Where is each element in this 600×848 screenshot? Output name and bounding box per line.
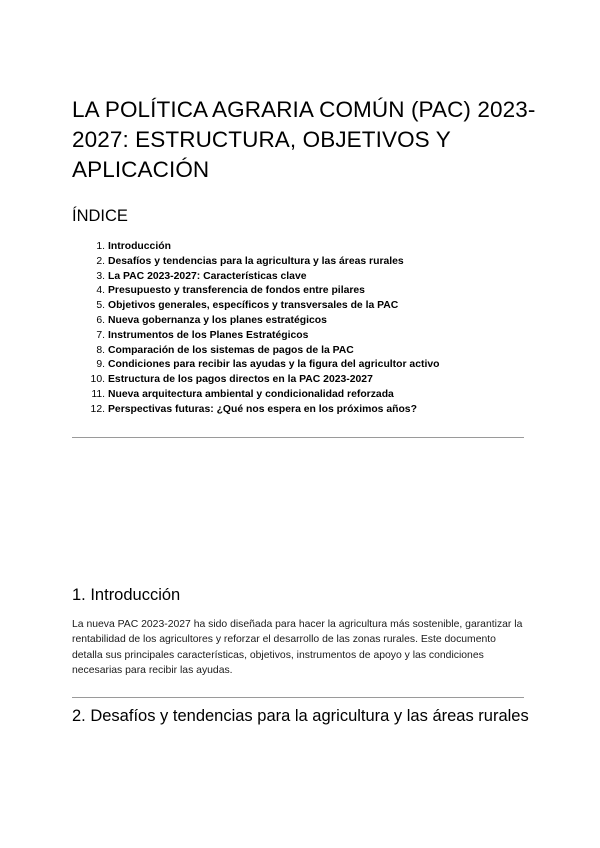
toc-item-number: 10. (90, 374, 105, 386)
document-title: LA POLÍTICA AGRARIA COMÚN (PAC) 2023-2027: ESTRUCTURA, OBJETIVOS Y APLICACIÓN (72, 97, 536, 182)
toc-item-label: Condiciones para recibir las ayudas y la figura del agricultor activo (108, 359, 440, 371)
section-heading-desafios: 2. Desafíos y tendencias para la agricultura y las áreas rurales (72, 707, 529, 725)
toc-item-label: Presupuesto y transferencia de fondos entre pilares (108, 285, 365, 297)
toc-item-number: 8. (96, 344, 105, 356)
section-paragraph: La nueva PAC 2023-2027 ha sido diseñada para hacer la agricultura más sostenible, garantizar la rentabilidad de los agricultores y reforzar el desarrollo de las zonas rurales. Este documento detalla sus principales características, objetivos, instrumentos de apoyo y las condiciones necesarias para recibir las ayudas. (72, 619, 523, 676)
section-heading-introduccion: 1. Introducción (72, 586, 181, 604)
toc-item-label: La PAC 2023-2027: Características clave (108, 270, 307, 282)
toc-item-label: Instrumentos de los Planes Estratégicos (108, 329, 309, 341)
toc-item-number: 2. (96, 255, 105, 267)
toc-item-label: Introducción (108, 241, 171, 252)
toc-item-number: 11. (91, 388, 105, 400)
toc-item-number: 1. (96, 241, 105, 252)
toc-item-label: Perspectivas futuras: ¿Qué nos espera en los próximos años? (108, 403, 417, 415)
toc-item-number: 7. (96, 329, 105, 341)
toc-item-label: Comparación de los sistemas de pagos de la PAC (108, 344, 354, 356)
toc-item-label: Nueva gobernanza y los planes estratégicos (108, 314, 327, 326)
toc-item-label: Objetivos generales, específicos y transversales de la PAC (108, 300, 399, 312)
toc-item-number: 5. (96, 300, 105, 312)
section-divider (72, 697, 524, 698)
toc-item-number: 9. (96, 359, 105, 371)
index-heading: ÍNDICE (72, 207, 128, 225)
toc-item-label: Nueva arquitectura ambiental y condicionalidad reforzada (108, 388, 394, 400)
toc-item-number: 3. (96, 270, 105, 282)
toc-item-number: 12. (90, 403, 105, 415)
toc-item-number: 4. (96, 285, 105, 297)
toc-item-label: Estructura de los pagos directos en la PAC 2023-2027 (108, 374, 373, 386)
toc-item-number: 6. (96, 314, 105, 326)
toc-item-label: Desafíos y tendencias para la agricultura y las áreas rurales (108, 255, 404, 267)
section-divider (72, 437, 524, 438)
